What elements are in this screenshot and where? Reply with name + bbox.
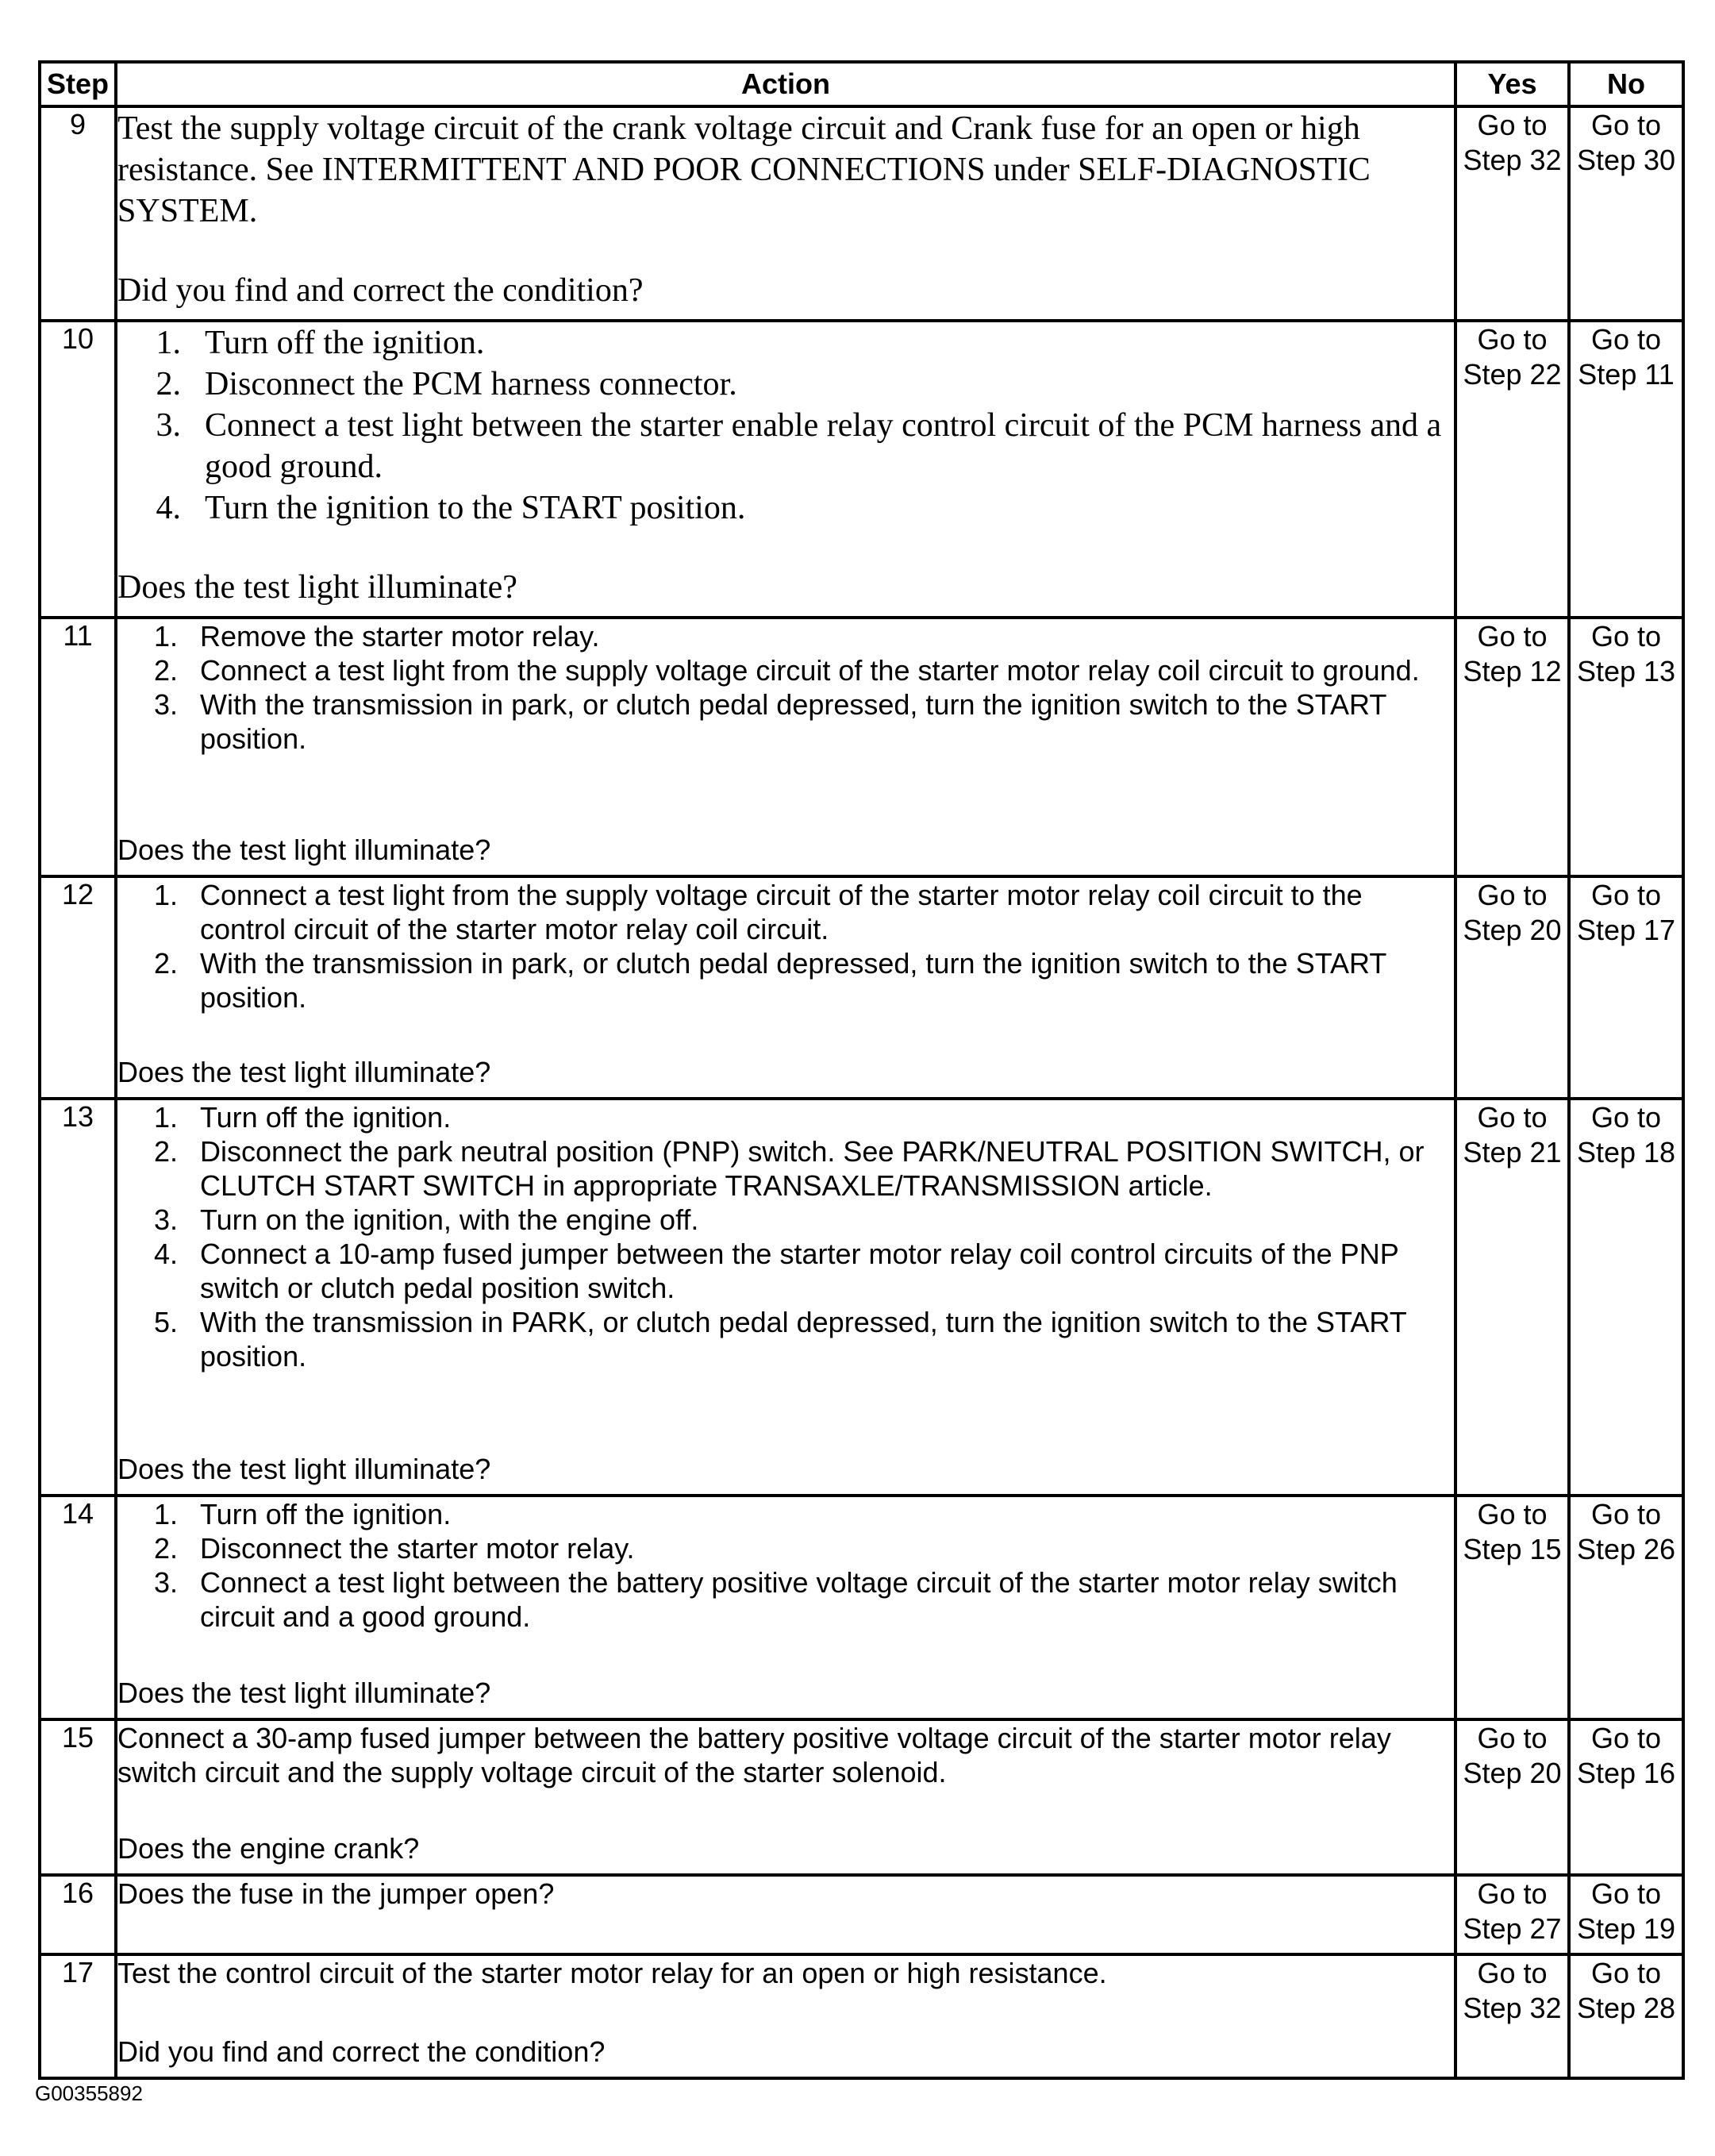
header-row	[40, 62, 1683, 106]
list-item-number: 2.	[153, 1135, 178, 1168]
list-item-text: Connect a test light from the supply voltage circuit of the starter motor relay coil circuit to the control circuit of the starter motor relay coil circuit.	[200, 879, 1363, 945]
yes-outcome: Go to Step 20	[1455, 876, 1569, 1099]
list-item-number: 2.	[153, 654, 178, 687]
yes-outcome: Go to Step 21	[1455, 1099, 1569, 1496]
no-outcome: Go to Step 17	[1569, 876, 1683, 1099]
list-item-text: Connect a 10-amp fused jumper between the starter motor relay coil control circuits of the PNP switch or clutch pedal position switch.	[200, 1238, 1399, 1304]
list-item	[117, 487, 1454, 529]
no-outcome: Go to Step 16	[1569, 1719, 1683, 1875]
list-item-number: 3.	[153, 688, 178, 721]
no-outcome: Go to Step 19	[1569, 1875, 1683, 1954]
list-item-text: Connect a test light between the battery positive voltage circuit of the starter motor relay switch circuit and a good ground.	[200, 1566, 1398, 1633]
list-item	[117, 878, 1454, 946]
list-item-number: 3.	[156, 407, 181, 444]
no-outcome: Go to Step 28	[1569, 1954, 1683, 2078]
procedure-list	[117, 1100, 1454, 1373]
list-item-number: 1.	[153, 879, 178, 911]
question-text: Does the test light illuminate?	[117, 569, 517, 606]
action-cell	[116, 618, 1455, 876]
list-item-number: 2.	[153, 1532, 178, 1565]
list-item	[117, 1565, 1454, 1634]
step-number: 9	[40, 106, 116, 321]
list-item	[117, 1203, 1454, 1237]
question-text: Does the test light illuminate?	[117, 1056, 491, 1088]
procedure-list	[117, 322, 1454, 529]
question-text: Does the test light illuminate?	[117, 1677, 491, 1709]
list-item-text: Connect a test light between the starter enable relay control circuit of the PCM harness and a good ground.	[205, 407, 1442, 485]
list-item	[117, 322, 1454, 364]
list-item-text: Turn off the ignition.	[200, 1101, 452, 1134]
table-row	[40, 106, 1683, 321]
yes-outcome: Go to Step 20	[1455, 1719, 1569, 1875]
yes-outcome: Go to Step 32	[1455, 1954, 1569, 2078]
list-item-number: 1.	[153, 620, 178, 653]
action-text: Does the fuse in the jumper open?	[117, 1877, 555, 1910]
list-item	[117, 1100, 1454, 1134]
list-item-text: With the transmission in park, or clutch pedal depressed, turn the ignition switch to the START position.	[200, 688, 1386, 755]
action-text: Test the control circuit of the starter motor relay for an open or high resistance.	[117, 1957, 1107, 1989]
list-item-text: With the transmission in PARK, or clutch pedal depressed, turn the ignition switch to the START position.	[200, 1306, 1407, 1373]
action-text: Connect a 30-amp fused jumper between the battery positive voltage circuit of the starter motor relay switch circuit and the supply voltage circuit of the starter solenoid.	[117, 1722, 1391, 1788]
header-no: No	[1569, 62, 1683, 106]
header-yes: Yes	[1455, 62, 1569, 106]
list-item-text: Disconnect the park neutral position (PNP) switch. See PARK/NEUTRAL POSITION SWITCH, or CLUTCH START SWITCH in appropriate TRANSAXLE/TRANSMISSION article.	[200, 1135, 1425, 1202]
list-item-text: Turn off the ignition.	[200, 1498, 452, 1530]
table-row	[40, 1496, 1683, 1719]
step-number: 15	[40, 1719, 116, 1875]
action-cell	[116, 1954, 1455, 2078]
question-text: Does the test light illuminate?	[117, 1453, 491, 1485]
question-text: Does the test light illuminate?	[117, 834, 491, 866]
list-item-number: 2.	[153, 947, 178, 980]
list-item	[117, 1134, 1454, 1203]
action-cell	[116, 1875, 1455, 1954]
table-row	[40, 1719, 1683, 1875]
step-number: 13	[40, 1099, 116, 1496]
list-item-text: Disconnect the PCM harness connector.	[205, 366, 737, 402]
list-item	[117, 364, 1454, 405]
action-text: Test the supply voltage circuit of the crank voltage circuit and Crank fuse for an open or high resistance. See INTERMITTENT AND POOR CONNECTIONS under SELF-DIAGNOSTIC SYSTEM.	[117, 110, 1371, 229]
table-row	[40, 1954, 1683, 2078]
table-row	[40, 1875, 1683, 1954]
list-item	[117, 946, 1454, 1014]
list-item-text: Disconnect the starter motor relay.	[200, 1532, 635, 1565]
no-outcome: Go to Step 26	[1569, 1496, 1683, 1719]
header-step: Step	[40, 62, 116, 106]
list-item-number: 4.	[156, 490, 181, 526]
action-cell	[116, 1099, 1455, 1496]
list-item-number: 4.	[153, 1238, 178, 1270]
list-item	[117, 1497, 1454, 1531]
procedure-list	[117, 1497, 1454, 1634]
list-item-text: Turn off the ignition.	[205, 325, 485, 361]
action-cell	[116, 876, 1455, 1099]
list-item-text: Remove the starter motor relay.	[200, 620, 600, 653]
step-number: 16	[40, 1875, 116, 1954]
list-item	[117, 1531, 1454, 1565]
procedure-list	[117, 878, 1454, 1014]
question-text: Did you find and correct the condition?	[117, 272, 644, 309]
yes-outcome: Go to Step 27	[1455, 1875, 1569, 1954]
list-item-number: 3.	[153, 1203, 178, 1236]
list-item	[117, 405, 1454, 487]
list-item	[117, 687, 1454, 756]
table-row	[40, 1099, 1683, 1496]
question-text: Did you find and correct the condition?	[117, 2035, 606, 2068]
step-number: 10	[40, 321, 116, 618]
no-outcome: Go to Step 18	[1569, 1099, 1683, 1496]
list-item-number: 3.	[153, 1566, 178, 1599]
table-row	[40, 876, 1683, 1099]
yes-outcome: Go to Step 22	[1455, 321, 1569, 618]
list-item-number: 1.	[153, 1101, 178, 1134]
step-number: 17	[40, 1954, 116, 2078]
action-cell	[116, 321, 1455, 618]
diagnostic-step-table	[38, 60, 1685, 2080]
no-outcome: Go to Step 30	[1569, 106, 1683, 321]
list-item	[117, 619, 1454, 653]
list-item-text: Turn on the ignition, with the engine off.	[200, 1203, 699, 1236]
table-row	[40, 618, 1683, 876]
header-action: Action	[116, 62, 1455, 106]
action-cell	[116, 1496, 1455, 1719]
figure-id: G00355892	[35, 2081, 143, 2105]
yes-outcome: Go to Step 12	[1455, 618, 1569, 876]
yes-outcome: Go to Step 32	[1455, 106, 1569, 321]
step-number: 11	[40, 618, 116, 876]
step-number: 14	[40, 1496, 116, 1719]
list-item	[117, 1305, 1454, 1373]
step-number: 12	[40, 876, 116, 1099]
action-cell	[116, 106, 1455, 321]
list-item-text: With the transmission in park, or clutch pedal depressed, turn the ignition switch to the START position.	[200, 947, 1386, 1014]
list-item-text: Connect a test light from the supply voltage circuit of the starter motor relay coil circuit to ground.	[200, 654, 1420, 687]
question-text: Does the engine crank?	[117, 1832, 420, 1865]
list-item-number: 1.	[156, 325, 181, 361]
table-row	[40, 321, 1683, 618]
no-outcome: Go to Step 11	[1569, 321, 1683, 618]
list-item	[117, 1237, 1454, 1305]
action-cell	[116, 1719, 1455, 1875]
yes-outcome: Go to Step 15	[1455, 1496, 1569, 1719]
list-item	[117, 653, 1454, 687]
procedure-list	[117, 619, 1454, 756]
list-item-number: 2.	[156, 366, 181, 402]
list-item-text: Turn the ignition to the START position.	[205, 490, 746, 526]
list-item-number: 5.	[153, 1306, 178, 1338]
no-outcome: Go to Step 13	[1569, 618, 1683, 876]
list-item-number: 1.	[153, 1498, 178, 1530]
